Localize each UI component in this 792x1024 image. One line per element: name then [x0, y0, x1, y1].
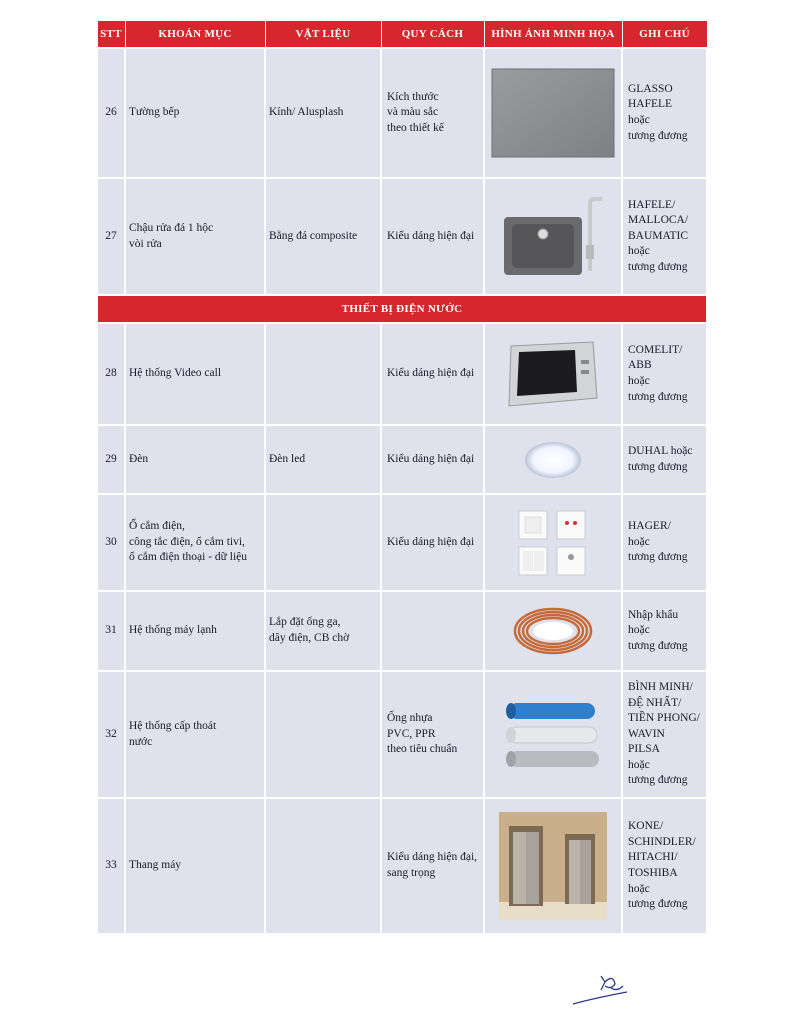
- sink-faucet-icon: [485, 197, 621, 277]
- table-body-mep: [97, 323, 707, 934]
- row-image: [484, 494, 622, 591]
- row-note: HAGER/ hoặc tương đương: [622, 494, 707, 591]
- spec-table: [96, 20, 708, 935]
- table-row: [97, 494, 707, 591]
- row-note: HAFELE/ MALLOCA/ BAUMATIC hoặc tương đương: [622, 178, 707, 295]
- row-image: [484, 178, 622, 295]
- row-note: BÌNH MINH/ ĐỆ NHẤT/ TIỀN PHONG/ WAVIN PILSA hoặc tương đương: [622, 671, 707, 798]
- row-item: Đèn: [125, 425, 265, 494]
- row-stt: 31: [97, 591, 125, 671]
- table-body-kitchen: [97, 48, 707, 295]
- row-note: DUHAL hoặc tương đương: [622, 425, 707, 494]
- row-spec: Kiểu dáng hiện đại: [381, 494, 484, 591]
- row-spec: Kích thước và màu sắc theo thiết kế: [381, 48, 484, 178]
- row-item: Thang máy: [125, 798, 265, 934]
- row-spec: Ống nhựa PVC, PPR theo tiêu chuẩn: [381, 671, 484, 798]
- row-stt: 28: [97, 323, 125, 425]
- table-header: [97, 21, 707, 49]
- header-stt: STT: [97, 21, 125, 49]
- elevator-icon: [485, 812, 621, 920]
- row-stt: 29: [97, 425, 125, 494]
- row-item: Ổ cắm điện, công tắc điện, ổ cắm tivi, ổ cắm điện thoại - dữ liệu: [125, 494, 265, 591]
- row-note: GLASSO HAFELE hoặc tương đương: [622, 48, 707, 178]
- video-intercom-icon: [485, 338, 621, 410]
- row-stt: 26: [97, 48, 125, 178]
- row-material: [265, 671, 381, 798]
- row-stt: 30: [97, 494, 125, 591]
- header-item: KHOẢN MỤC: [125, 21, 265, 49]
- table-row: [97, 48, 707, 178]
- row-item: Tường bếp: [125, 48, 265, 178]
- table-row: [97, 178, 707, 295]
- row-spec: Kiểu dáng hiện đại: [381, 323, 484, 425]
- row-note: COMELIT/ ABB hoặc tương đương: [622, 323, 707, 425]
- table-row: [97, 591, 707, 671]
- copper-coil-icon: [485, 599, 621, 663]
- row-image: [484, 798, 622, 934]
- row-spec: [381, 591, 484, 671]
- row-material: [265, 798, 381, 934]
- row-stt: 32: [97, 671, 125, 798]
- row-note: Nhập khẩu hoặc tương đương: [622, 591, 707, 671]
- row-material: [265, 494, 381, 591]
- plastic-pipes-icon: [485, 697, 621, 773]
- row-material: Đèn led: [265, 425, 381, 494]
- row-material: Kính/ Alusplash: [265, 48, 381, 178]
- row-note: KONE/ SCHINDLER/ HITACHI/ TOSHIBA hoặc tương đương: [622, 798, 707, 934]
- row-material: [265, 323, 381, 425]
- row-stt: 33: [97, 798, 125, 934]
- row-image: [484, 671, 622, 798]
- row-image: [484, 323, 622, 425]
- row-spec: Kiểu dáng hiện đại, sang trọng: [381, 798, 484, 934]
- row-material: Lắp đặt ống ga, dây điện, CB chờ: [265, 591, 381, 671]
- row-item: Hệ thống Video call: [125, 323, 265, 425]
- header-note: GHI CHÚ: [622, 21, 707, 49]
- row-item: Chậu rửa đá 1 hộc vòi rửa: [125, 178, 265, 295]
- row-image: [484, 425, 622, 494]
- row-spec: Kiểu dáng hiện đại: [381, 425, 484, 494]
- row-item: Hệ thống cấp thoát nước: [125, 671, 265, 798]
- led-downlight-icon: [485, 438, 621, 482]
- header-image: HÌNH ẢNH MINH HỌA: [484, 21, 622, 49]
- wall-switches-icon: [485, 507, 621, 579]
- glass-panel-icon: [485, 68, 621, 158]
- table-section: [97, 295, 707, 323]
- header-row: [97, 21, 707, 49]
- row-image: [484, 591, 622, 671]
- section-title: THIẾT BỊ ĐIỆN NƯỚC: [97, 295, 707, 323]
- row-item: Hệ thống máy lạnh: [125, 591, 265, 671]
- table-row: [97, 323, 707, 425]
- table-row: [97, 425, 707, 494]
- row-material: Bằng đá composite: [265, 178, 381, 295]
- row-image: [484, 48, 622, 178]
- table-row: [97, 798, 707, 934]
- row-spec: Kiểu dáng hiện đại: [381, 178, 484, 295]
- section-row: [97, 295, 707, 323]
- row-stt: 27: [97, 178, 125, 295]
- signature: [565, 962, 635, 1012]
- header-material: VẬT LIỆU: [265, 21, 381, 49]
- header-spec: QUY CÁCH: [381, 21, 484, 49]
- table-row: [97, 671, 707, 798]
